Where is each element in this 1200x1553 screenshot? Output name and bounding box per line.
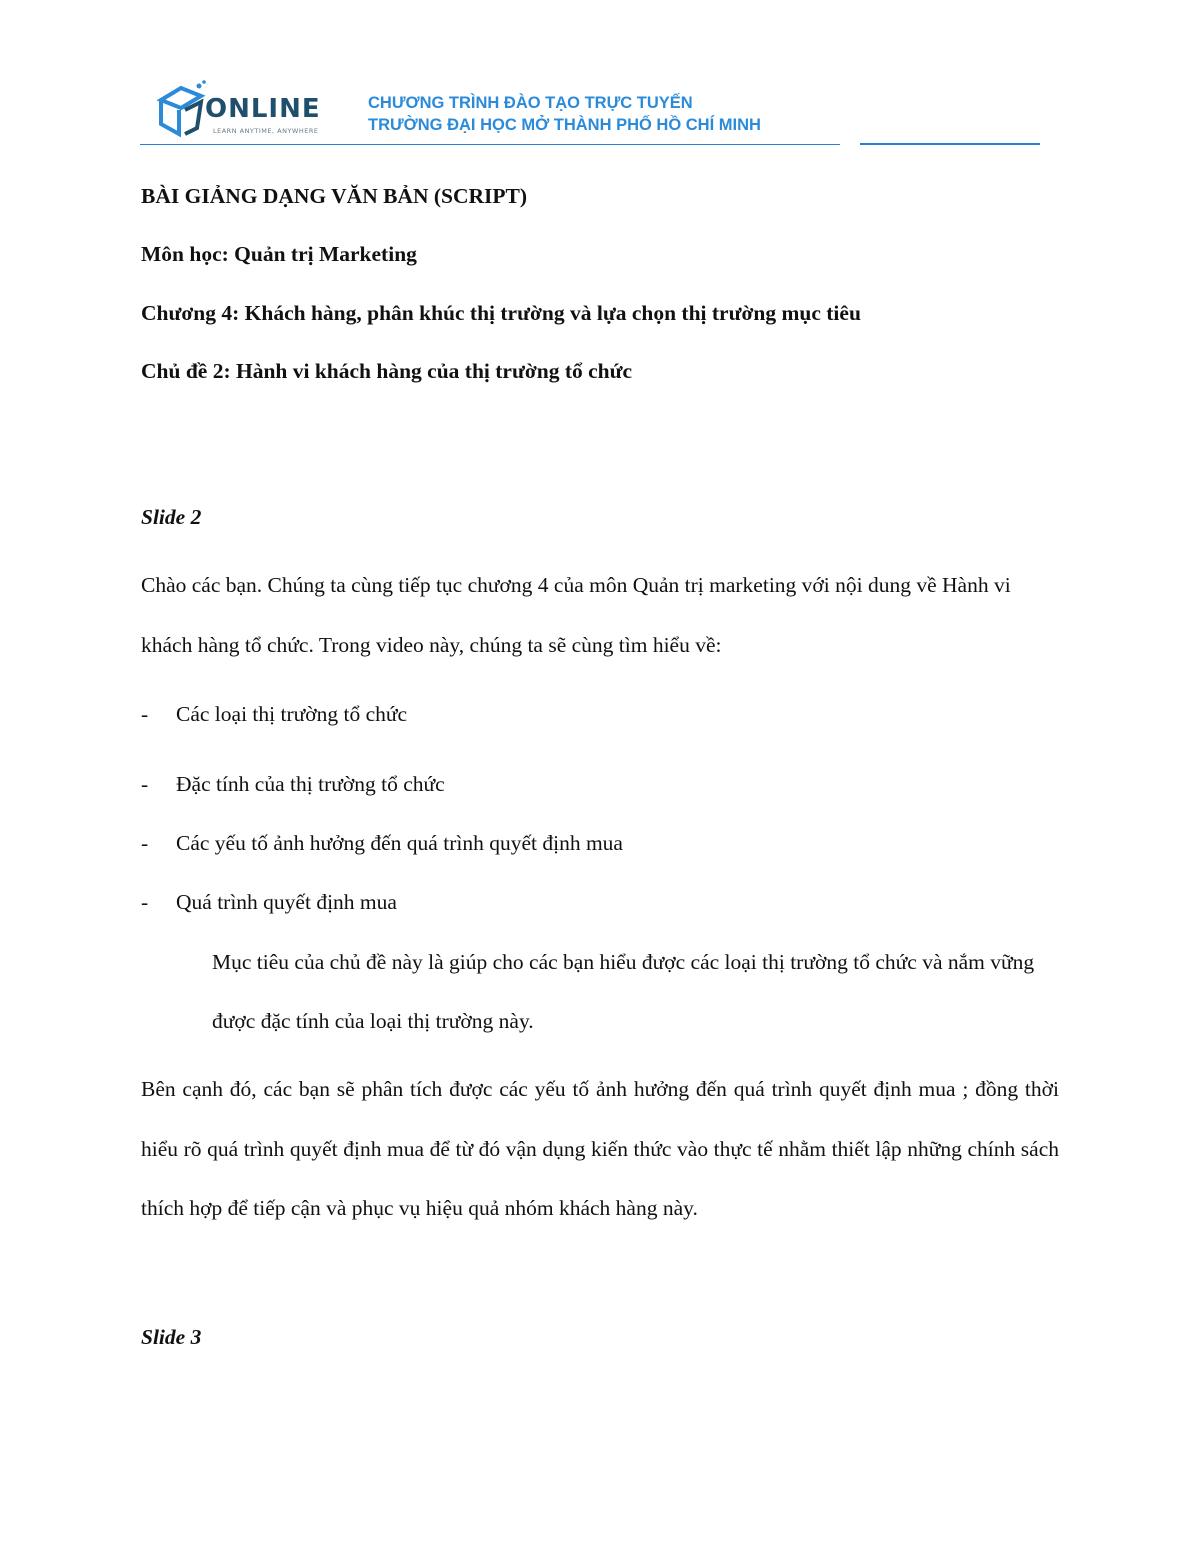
objective-paragraph: Mục tiêu của chủ đề này là giúp cho các bạn hiểu được các loại thị trường tổ chức và nắm vững được đặc tính của loại thị trường này. [212,950,1035,1033]
slide-2-intro: Chào các bạn. Chúng ta cùng tiếp tục chương 4 của môn Quản trị marketing với nội dung về Hành vi khách hàng tổ chức. Trong video này, chúng ta sẽ cùng tìm hiểu về: [141,573,1011,657]
logo-book-icon [155,78,207,140]
list-item-text: Các yếu tố ảnh hưởng đến quá trình quyết định mua [176,831,623,855]
topic-title: Chủ đề 2: Hành vi khách hàng của thị trường tổ chức [141,359,633,383]
list-item-text: Đặc tính của thị trường tổ chức [176,772,445,796]
header-divider [140,144,840,145]
document-title: BÀI GIẢNG DẠNG VĂN BẢN (SCRIPT) [141,184,528,208]
slide-2-heading: Slide 2 [141,505,202,529]
page-header [155,78,1040,150]
bullet-marker: - [141,702,149,726]
slide-3-heading: Slide 3 [141,1325,202,1349]
program-line-1: CHƯƠNG TRÌNH ĐÀO TẠO TRỰC TUYẾN [368,94,693,112]
bullet-marker: - [141,772,149,796]
course-name: Môn học: Quản trị Marketing [141,242,417,266]
bullet-marker: - [141,831,149,855]
closing-paragraph: Bên cạnh đó, các bạn sẽ phân tích được các yếu tố ảnh hưởng đến quá trình quyết định mua ; đồng thời hiểu rõ quá trình quyết định mua để từ đó vận dụng kiến thức vào thực tế nhằm thiết lập những chính sách thích hợp để tiếp cận và phục vụ hiệu quả nhóm khách hàng này. [141,1077,1059,1220]
logo-wordmark: ONLINE [205,94,321,124]
online-logo [155,78,320,140]
chapter-title: Chương 4: Khách hàng, phân khúc thị trường và lựa chọn thị trường mục tiêu [141,301,861,325]
logo-tagline: LEARN ANYTIME, ANYWHERE [213,127,319,135]
header-divider-accent [860,143,1040,145]
program-line-2: TRƯỜNG ĐẠI HỌC MỞ THÀNH PHỐ HỒ CHÍ MINH [368,116,761,134]
list-item-text: Quá trình quyết định mua [176,890,397,914]
list-item-text: Các loại thị trường tổ chức [176,702,408,726]
bullet-marker: - [141,890,149,914]
program-title [368,92,761,136]
